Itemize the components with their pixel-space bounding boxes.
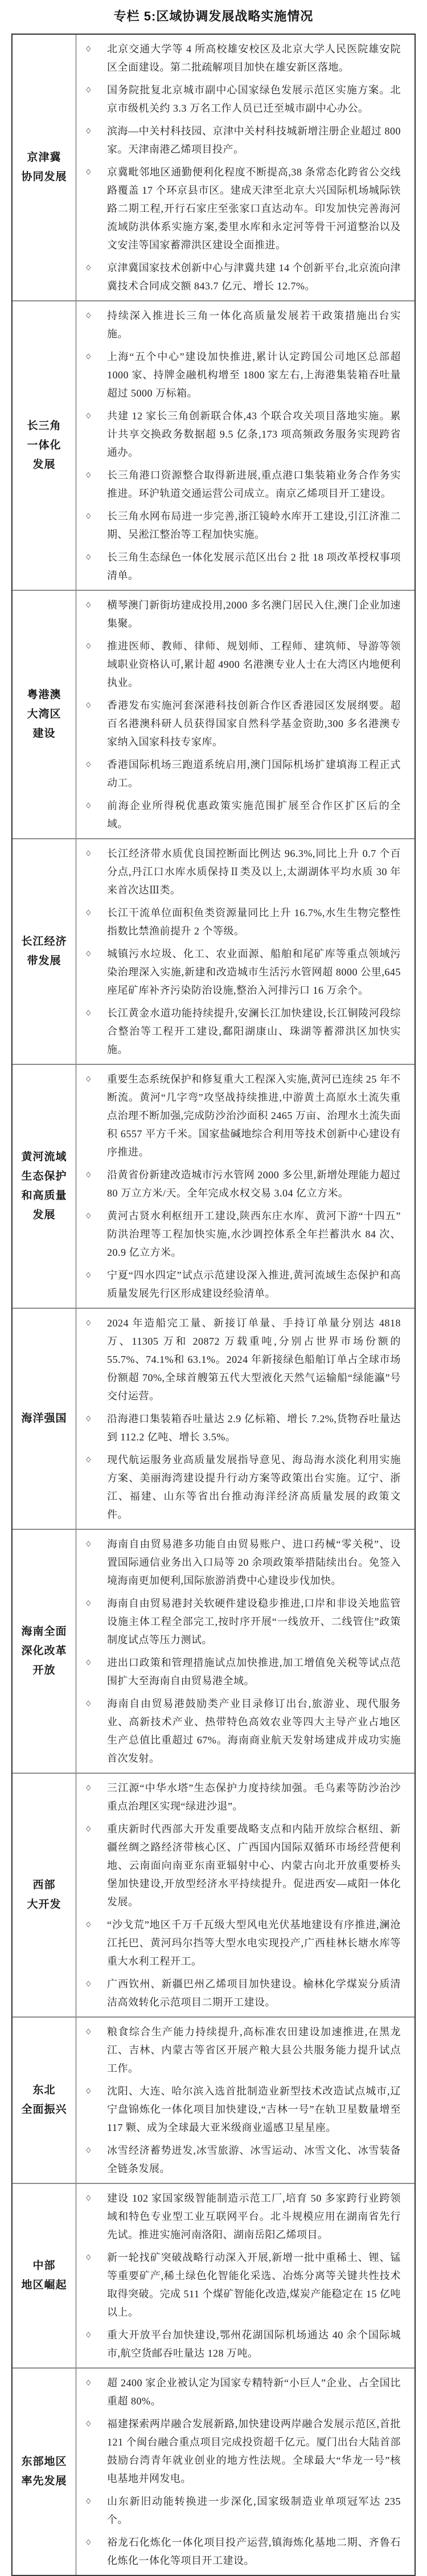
strategy-label-line: 率先发展: [21, 2475, 67, 2487]
diamond-bullet-icon: ◇: [86, 126, 91, 135]
list-item: [84, 797, 401, 833]
diamond-bullet-icon: ◇: [86, 1271, 91, 1279]
strategy-label-line: 深化改革: [21, 1645, 67, 1657]
strategy-label-cell: [13, 1530, 76, 1773]
list-item: [84, 904, 401, 940]
list-item-text: 共建 12 家长三角创新联合体,43 个联合攻关项目落地实施。累计共享交换政务数据超 9.5 亿条,173 项高频政务服务实现跨省通办。: [107, 410, 401, 458]
diamond-bullet-icon: ◇: [86, 760, 91, 769]
list-item-text: 超 2400 家企业被认定为国家专精特新“小巨人”企业、占全国比重超 80%。: [107, 2377, 401, 2407]
strategy-label-cell: [13, 1774, 76, 2016]
diamond-bullet-icon: ◇: [86, 2087, 91, 2095]
list-item: [84, 2533, 401, 2570]
list-item: [84, 2415, 401, 2488]
list-item: [84, 2492, 401, 2529]
list-item: [84, 2082, 401, 2137]
strategy-label-cell: [13, 2018, 76, 2183]
strategy-label-line: 长江经济: [21, 936, 67, 948]
diamond-bullet-icon: ◇: [86, 1920, 91, 1929]
list-item-text: 重庆新时代西部大开发重要战略支点和内陆开放综合枢纽、新疆丝绸之路经济带核心区、广西国内国际双循环市场经营便利地、云南面向南亚东南亚辐射中心、内蒙古向北开放重要桥头堡加快建设,开放型经济水平持续提升。促进西安—咸阳一体化发展。: [107, 1823, 401, 1908]
diamond-bullet-icon: ◇: [86, 908, 91, 917]
page-title: 专栏 5:区域协调发展战略实施情况: [113, 9, 314, 23]
diamond-bullet-icon: ◇: [86, 601, 91, 609]
strategy-label-line: 一体化: [27, 439, 61, 451]
strategy-label-line: 粤港澳: [27, 689, 61, 701]
diamond-bullet-icon: ◇: [86, 1211, 91, 1220]
table-row: [13, 35, 414, 300]
strategy-label-line: 长三角: [27, 420, 61, 432]
diamond-bullet-icon: ◇: [86, 1599, 91, 1607]
strategy-label-cell: [13, 839, 76, 1064]
strategy-label-line: 黄河流域: [21, 1151, 67, 1163]
list-item-text: 进出口政策和管理措施试点加快推进,加工增值免关税等试点范围扩大至海南自由贸易港全域。: [107, 1657, 401, 1687]
list-item: [84, 1779, 401, 1815]
table-row: [13, 300, 414, 590]
list-item: [84, 2023, 401, 2077]
list-item: [84, 40, 401, 76]
strategy-label-cell: [13, 2184, 76, 2367]
list-item-text: 冰雪经济蓄势迸发,冰雪旅游、冰雪运动、冰雪文化、冰雪装备全链条发展。: [107, 2145, 401, 2174]
strategy-label-line: 生态保护: [21, 1170, 67, 1182]
list-item-text: 长三角港口资源整合取得新进展,重点港口集装箱业务合作务实推进。环沪轨道交通运营公司成立。南京乙烯项目开工建设。: [107, 470, 401, 499]
diamond-bullet-icon: ◇: [86, 849, 91, 858]
list-item: [84, 1695, 401, 1767]
strategy-label-cell: [13, 301, 76, 590]
diamond-bullet-icon: ◇: [86, 701, 91, 709]
list-item-text: 重要生态系统保护和修复重大工程深入实施,黄河已连续 25 年不断流。黄河“几字弯”攻坚战持续推进,中游黄土高原水土流失重点治理不断加强,完成防沙治沙面积 2465 万亩、治理水土流失面积 6557 平方千米。国家盐碱地综合利用等技术创新中心建设有序推进。: [107, 1073, 401, 1158]
strategy-label-line: 西部: [32, 1879, 56, 1891]
list-item-text: 重大开放平台加快建设,鄂州花湖国际机场通达 40 余个国际城市,航空货邮吞吐量达 128 万吨。: [107, 2329, 401, 2359]
diamond-bullet-icon: ◇: [86, 1318, 91, 1327]
list-item-text: 前海企业所得税优惠政策实施范围扩展至合作区扩区后的全域。: [107, 800, 401, 830]
list-item: [84, 2189, 401, 2244]
strategy-content-cell: [76, 301, 414, 590]
strategy-content-cell: [76, 1530, 414, 1773]
diamond-bullet-icon: ◇: [86, 2497, 91, 2505]
list-item: [84, 1916, 401, 1970]
strategy-label-line: 带发展: [27, 955, 61, 967]
strategy-label-cell: [13, 591, 76, 838]
list-item-text: 长三角水网布局进一步完善,浙江镜岭水库开工建设,引江济淮二期、吴淞江整治等工程加快实施。: [107, 511, 401, 540]
list-item-text: 城镇污水垃圾、化工、农业面源、船舶和尾矿库等重点领域污染治理深入实施,新建和改造城市生活污水管网超 8000 公里,645 座尾矿库补齐污染防治设施,整治入河排污口 16 万余个。: [107, 948, 401, 996]
diamond-bullet-icon: ◇: [86, 352, 91, 361]
list-item-text: 现代航运服务业高质量发展指导意见、海岛海水淡化利用实施方案、美丽海湾建设提升行动方案等政策出台实施。辽宁、浙江、福建、山东等省出台推动海洋经济高质量发展的政策文件。: [107, 1454, 401, 1520]
list-item: [84, 1004, 401, 1059]
list-item: [84, 1070, 401, 1161]
list-item-text: 山东新旧动能转换进一步深化,国家级制造业单项冠军达 235 个。: [107, 2496, 401, 2525]
list-item-text: 香港发布实施河套深港科技创新合作区香港园区发展纲要。超百名港澳科研人员获得国家自然科学基金资助,300 多名港澳专家纳入国家科技专家库。: [107, 700, 401, 748]
list-item: [84, 1314, 401, 1405]
diamond-bullet-icon: ◇: [86, 2027, 91, 2036]
list-item: [84, 1820, 401, 1911]
diamond-bullet-icon: ◇: [86, 1824, 91, 1833]
list-item: [84, 466, 401, 503]
list-item: [84, 81, 401, 117]
list-item-text: “沙戈荒”地区千万千瓦级大型风电光伏基地建设有序推进,澜沧江托巴、黄河玛尔挡等大型水电实现投产,广西桂林长塘水库等重大水利工程开工。: [107, 1919, 401, 1967]
list-item-text: 京津冀国家技术创新中心与津冀共建 14 个创新平台,北京流向津冀技术合同成交额 843.7 亿元、增长 12.7%。: [107, 262, 401, 292]
list-item-text: 沿黄省份新建改造城市污水管网 2000 多公里,新增处理能力超过 80 万立方米/天。全年完成水权交易 3.04 亿立方米。: [107, 1169, 401, 1199]
diamond-bullet-icon: ◇: [86, 471, 91, 479]
strategy-content-cell: [76, 2369, 414, 2575]
diamond-bullet-icon: ◇: [86, 1455, 91, 1464]
list-item-text: 海南自由贸易港多功能自由贸易账户、进口药械“零关税”、设置国际通信业务出入口局等 20 余项政策举措陆续出台。免签入境海南更加便利,国际旅游消费中心建设步伐加快。: [107, 1538, 401, 1586]
list-item: [84, 1975, 401, 2011]
list-item: [84, 407, 401, 462]
list-item: [84, 259, 401, 295]
list-item: [84, 696, 401, 751]
list-item-text: 持续深入推进长三角一体化高质量发展若干政策措施出台实施。: [107, 310, 401, 340]
list-item: [84, 1266, 401, 1303]
list-item-text: 长江干流单位面积鱼类资源量同比上升 16.7%,水生生物完整性指数比禁渔前提升 2 个等级。: [107, 907, 401, 937]
list-item: [84, 1594, 401, 1649]
diamond-bullet-icon: ◇: [86, 2146, 91, 2154]
diamond-bullet-icon: ◇: [86, 168, 91, 176]
strategy-label-line: 全面振兴: [21, 2104, 67, 2116]
strategy-label-cell: [13, 1309, 76, 1529]
diamond-bullet-icon: ◇: [86, 411, 91, 420]
list-item: [84, 507, 401, 544]
strategy-label-line: 发展: [32, 459, 56, 471]
strategy-label-line: 中部: [32, 2260, 56, 2272]
list-item: [84, 1535, 401, 1590]
strategy-content-cell: [76, 591, 414, 838]
list-item: [84, 307, 401, 343]
diamond-bullet-icon: ◇: [86, 801, 91, 810]
strategy-label-line: 协同发展: [21, 171, 67, 183]
strategy-content-cell: [76, 2018, 414, 2183]
strategy-content-cell: [76, 2184, 414, 2367]
table-row: [13, 838, 414, 1064]
strategy-label-line: 和高质量: [21, 1190, 67, 1202]
list-item: [84, 637, 401, 692]
diamond-bullet-icon: ◇: [86, 2538, 91, 2546]
strategy-label-line: 大湾区: [27, 708, 61, 720]
list-item-text: 新一轮找矿突破战略行动深入开展,新增一批中重稀土、锂、锰等重要矿产,稀土绿色化智能化采选、冶炼分离等关键共性技术取得突破。完成 511 个煤矿智能化改造,煤炭产能稳定在 15 亿吨以上。: [107, 2252, 401, 2318]
list-item: [84, 2248, 401, 2321]
strategy-label-cell: [13, 35, 76, 300]
list-item: [84, 2374, 401, 2410]
list-item-text: 横琴澳门新街坊建成投用,2000 多名澳门居民入住,澳门企业加速集聚。: [107, 599, 401, 629]
strategy-label-line: 东部地区: [21, 2456, 67, 2468]
list-item-text: 粮食综合生产能力持续提升,高标准农田建设加速推进,在黑龙江、吉林、内蒙古等省区开展产粮大县公共服务能力提升试点工作。: [107, 2026, 401, 2074]
list-item: [84, 1207, 401, 1262]
list-item: [84, 1654, 401, 1690]
list-item-text: 建设 102 家国家级智能制造示范工厂,培育 50 多家跨行业跨领域和特色专业型工业互联网平台。北斗规模应用在湖南省先行先试。推进实施河南洛阳、湖南岳阳乙烯项目。: [107, 2193, 401, 2240]
list-item-text: 沈阳、大连、哈尔滨入选首批制造业新型技术改造试点城市,辽宁盘锦炼化一体化项目加快建设,“吉林一号”在轨卫星数量增至 117 颗、成为全球最大亚米级商业遥感卫星星座。: [107, 2085, 401, 2133]
diamond-bullet-icon: ◇: [86, 44, 91, 53]
list-item-text: 香港国际机场三跑道系统启用,澳门国际机场扩建填海工程正式动工。: [107, 759, 401, 789]
list-item-text: 三江源“中华水塔”生态保护力度持续加强。毛乌素等防沙治沙重点治理区实现“绿进沙退”。: [107, 1782, 401, 1812]
list-item-text: 广西钦州、新疆巴州乙烯项目加快建设。榆林化学煤炭分质清洁高效转化示范项目二期开工建设。: [107, 1978, 401, 2008]
list-item: [84, 596, 401, 632]
list-item-text: 长江黄金水道功能持续提升,安澜长江加快建设,长江铜陵河段综合整治等工程开工建设,鄱阳湖康山、珠湖等蓄滞洪区加快实施。: [107, 1007, 401, 1055]
strategy-label-line: 建设: [32, 728, 56, 740]
strategy-label-line: 大开发: [27, 1899, 61, 1910]
list-item: [84, 163, 401, 254]
list-item: [84, 1410, 401, 1446]
diamond-bullet-icon: ◇: [86, 1699, 91, 1708]
diamond-bullet-icon: ◇: [86, 85, 91, 94]
list-item-text: 长江经济带水质优良国控断面比例达 96.3%,同比上升 0.7 个百分点,丹江口水库水质保持Ⅱ类及以上,太湖湖体平均水质 30 年来首次达Ⅲ类。: [107, 848, 401, 896]
list-item: [84, 1166, 401, 1202]
diamond-bullet-icon: ◇: [86, 1075, 91, 1083]
list-item-text: 京冀毗邻地区通勤便利化程度不断提高,38 条常态化跨省公交线路覆盖 17 个环京县市区。建成天津至北京大兴国际机场城际铁路二期工程,开行石家庄至张家口直达动车。印发加快完善海河流域防洪体系实施方案,娄里水库和永定河等骨干河道整治以及文安洼等国家蓄滞洪区建设全面推进。: [107, 166, 401, 251]
strategy-label-cell: [13, 2369, 76, 2575]
strategy-content-cell: [76, 1065, 414, 1308]
list-item-text: 宁夏“四水四定”试点示范建设深入推进,黄河流域生态保护和高质量发展先行区形成建设经验清单。: [107, 1269, 401, 1299]
strategy-label-line: 海洋强国: [21, 1412, 67, 1424]
diamond-bullet-icon: ◇: [86, 1540, 91, 1548]
table-row: [13, 1773, 414, 2016]
table-row: [13, 1529, 414, 1773]
diamond-bullet-icon: ◇: [86, 949, 91, 958]
list-item: [84, 2326, 401, 2362]
list-item-text: 裕龙石化炼化一体化项目投产运营,镇海炼化基地二期、齐鲁石化炼化一体化等项目开工建设。: [107, 2537, 401, 2566]
list-item-text: 推进医师、教师、律师、规划师、工程师、建筑师、导游等领域职业资格认可,累计超 4900 名港澳专业人士在大湾区内地便利执业。: [107, 640, 401, 688]
diamond-bullet-icon: ◇: [86, 512, 91, 520]
list-item-text: 黄河古贤水利枢纽开工建设,陕西东庄水库、黄河下游“十四五”防洪治理等工程加快实施,水沙调控体系全年拦蓄洪水 84 次、20.9 亿立方米。: [107, 1210, 401, 1258]
diamond-bullet-icon: ◇: [86, 263, 91, 272]
list-item: [84, 122, 401, 158]
table-row: [13, 1064, 414, 1308]
diamond-bullet-icon: ◇: [86, 2253, 91, 2261]
strategy-label-line: 海南全面: [21, 1626, 67, 1638]
strategy-label-cell: [13, 1065, 76, 1308]
list-item: [84, 756, 401, 792]
list-item-text: 长三角生态绿色一体化发展示范区出台 2 批 18 项改革授权事项清单。: [107, 552, 401, 581]
list-item-text: 国务院批复北京城市副中心国家绿色发展示范区实施方案。北京市级机关约 3.3 万名工作人员已迁至城市副中心办公。: [107, 84, 401, 114]
strategy-content-cell: [76, 839, 414, 1064]
table-row: [13, 1308, 414, 1529]
strategy-label-line: 开放: [32, 1664, 56, 1676]
strategy-label-line: 京津冀: [27, 152, 61, 164]
strategy-label-line: 东北: [32, 2084, 56, 2096]
list-item-text: 沿海港口集装箱吞吐量达 2.9 亿标箱、增长 7.2%,货物吞吐量达到 112.2 亿吨、增长 3.5%。: [107, 1413, 401, 1443]
list-item: [84, 945, 401, 999]
strategy-label-line: 地区崛起: [21, 2279, 67, 2291]
strategy-content-cell: [76, 35, 414, 300]
strategy-label-line: 发展: [32, 1209, 56, 1221]
diamond-bullet-icon: ◇: [86, 2419, 91, 2428]
diamond-bullet-icon: ◇: [86, 1783, 91, 1792]
diamond-bullet-icon: ◇: [86, 1170, 91, 1179]
diamond-bullet-icon: ◇: [86, 2194, 91, 2202]
list-item-text: 海南自由贸易港封关软硬件建设稳步推进,口岸和非设关地监管设施主体工程全部完工,按时序开展“一线放开、二线管住”政策制度试点等压力测试。: [107, 1598, 401, 1646]
diamond-bullet-icon: ◇: [86, 311, 91, 320]
list-item: [84, 1451, 401, 1524]
diamond-bullet-icon: ◇: [86, 553, 91, 561]
list-item-text: 2024 年造船完工量、新接订单量、手持订单量分别达 4818 万、11305 万和 20872 万载重吨,分别占世界市场份额的 55.7%、74.1%和 63.1%。2024 年新接绿色船舶订单占全球市场份额超 70%,全球首艘第五代大型液化天然气运输船“绿能瀛”号交付运营。: [107, 1317, 401, 1402]
list-item-text: 福建探索两岸融合发展新路,加快建设两岸融合发展示范区,首批 121 个闽台融合重点项目完成投资超千亿元。厦门出台大陆首部鼓励台湾青年就业创业的地方性法规。全球最大“华龙一号”核电基地并网发电。: [107, 2418, 401, 2484]
list-item: [84, 844, 401, 899]
diamond-bullet-icon: ◇: [86, 2330, 91, 2339]
strategy-content-cell: [76, 1774, 414, 2016]
list-item-text: 北京交通大学等 4 所高校雄安校区及北京大学人民医院雄安院区全面建设。第二批疏解项目加快在雄安新区落地。: [107, 43, 401, 73]
table-row: [13, 2367, 414, 2575]
table-row: [13, 2016, 414, 2183]
diamond-bullet-icon: ◇: [86, 1009, 91, 1017]
strategy-table: [11, 34, 416, 2576]
diamond-bullet-icon: ◇: [86, 2378, 91, 2387]
table-row: [13, 590, 414, 838]
list-item: [84, 2141, 401, 2178]
diamond-bullet-icon: ◇: [86, 642, 91, 650]
list-item-text: 滨海—中关村科技园、京津中关村科技城新增注册企业超过 800 家。天津南港乙烯项目投产。: [107, 125, 401, 155]
list-item: [84, 348, 401, 402]
list-item: [84, 548, 401, 585]
diamond-bullet-icon: ◇: [86, 1979, 91, 1988]
diamond-bullet-icon: ◇: [86, 1658, 91, 1667]
diamond-bullet-icon: ◇: [86, 1414, 91, 1423]
list-item-text: 海南自由贸易港鼓励类产业目录修订出台,旅游业、现代服务业、高新技术产业、热带特色高效农业等四大主导产业占地区生产总值比重超过 67%。海南商业航天发射场建成并成功实施首次发射。: [107, 1698, 401, 1764]
strategy-content-cell: [76, 1309, 414, 1529]
table-row: [13, 2183, 414, 2367]
list-item-text: 上海“五个中心”建设加快推进,累计认定跨国公司地区总部超 1000 家、持牌金融机构增至 1800 家左右,上海港集装箱吞吐量超过 5000 万标箱。: [107, 351, 401, 399]
